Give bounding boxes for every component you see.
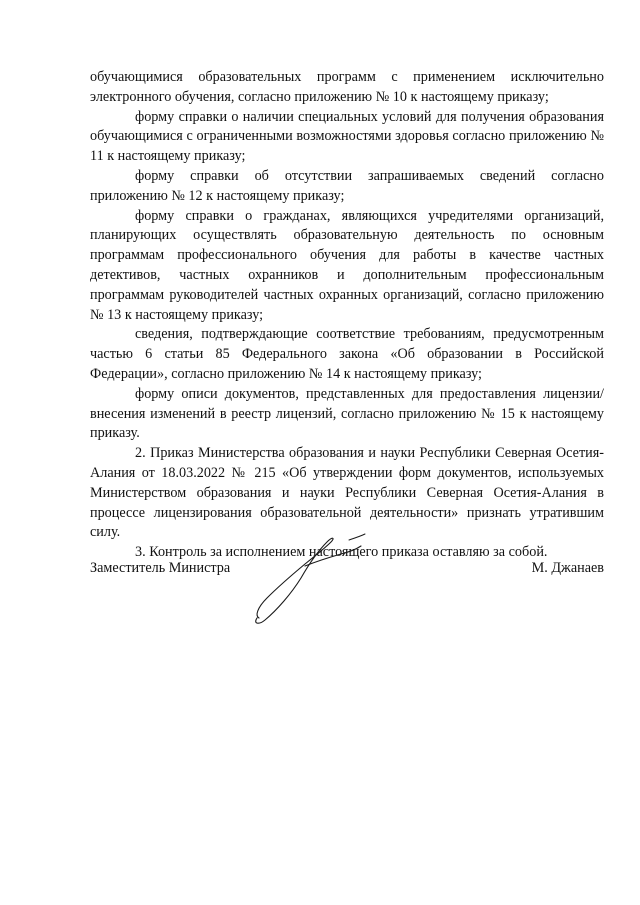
paragraph-form-special-conditions: форму справки о наличии специальных условий для получения образования обучающимися с ограниченными возможностями здоровья согласно приложению № 11 к настоящему приказу; [90, 108, 604, 165]
paragraph-form-no-data: форму справки об отсутствии запрашиваемых сведений согласно приложению № 12 к настоящему приказу; [90, 167, 604, 204]
handwritten-signature-icon [245, 528, 375, 628]
paragraph-requirements-info: сведения, подтверждающие соответствие требованиям, предусмотренным частью 6 статьи 85 Федерального закона «Об образовании в Российской Федерации», согласно приложению № 14 к настоящему приказу; [90, 326, 604, 382]
paragraph-form-founders: форму справки о гражданах, являющихся учредителями организаций, планирующих осуществлять образовательную деятельность по основным программам профессионального обучения для работы в качестве частных детективов, частных охранников и дополнительным профессиональным программам руководителей частных охранных организаций, согласно приложению № 13 к настоящему приказу; [90, 207, 604, 323]
signatory-title: Заместитель Министра [90, 560, 231, 576]
paragraph-continuation: обучающимися образовательных программ с применением исключительно электронного обучения, согласно приложению № 10 к настоящему приказу; [90, 69, 604, 105]
paragraph-form-inventory: форму описи документов, представленных для предоставления лицензии/внесения изменений в реестр лицензий, согласно приложению № 15 к настоящему приказу. [90, 385, 604, 442]
signatory-name: М. Джанаев [531, 560, 604, 576]
document-body [90, 68, 604, 563]
paragraph-item-2: 2. Приказ Министерства образования и науки Республики Северная Осетия-Алания от 18.03.2022 № 215 «Об утверждении форм документов, используемых Министерством образования и науки Республики Северная Осетия-Алания в процессе лицензирования образовательной деятельности» признать утратившим силу. [90, 445, 604, 541]
paragraph-item-3: 3. Контроль за исполнением настоящего приказа оставляю за собой. [135, 544, 548, 561]
